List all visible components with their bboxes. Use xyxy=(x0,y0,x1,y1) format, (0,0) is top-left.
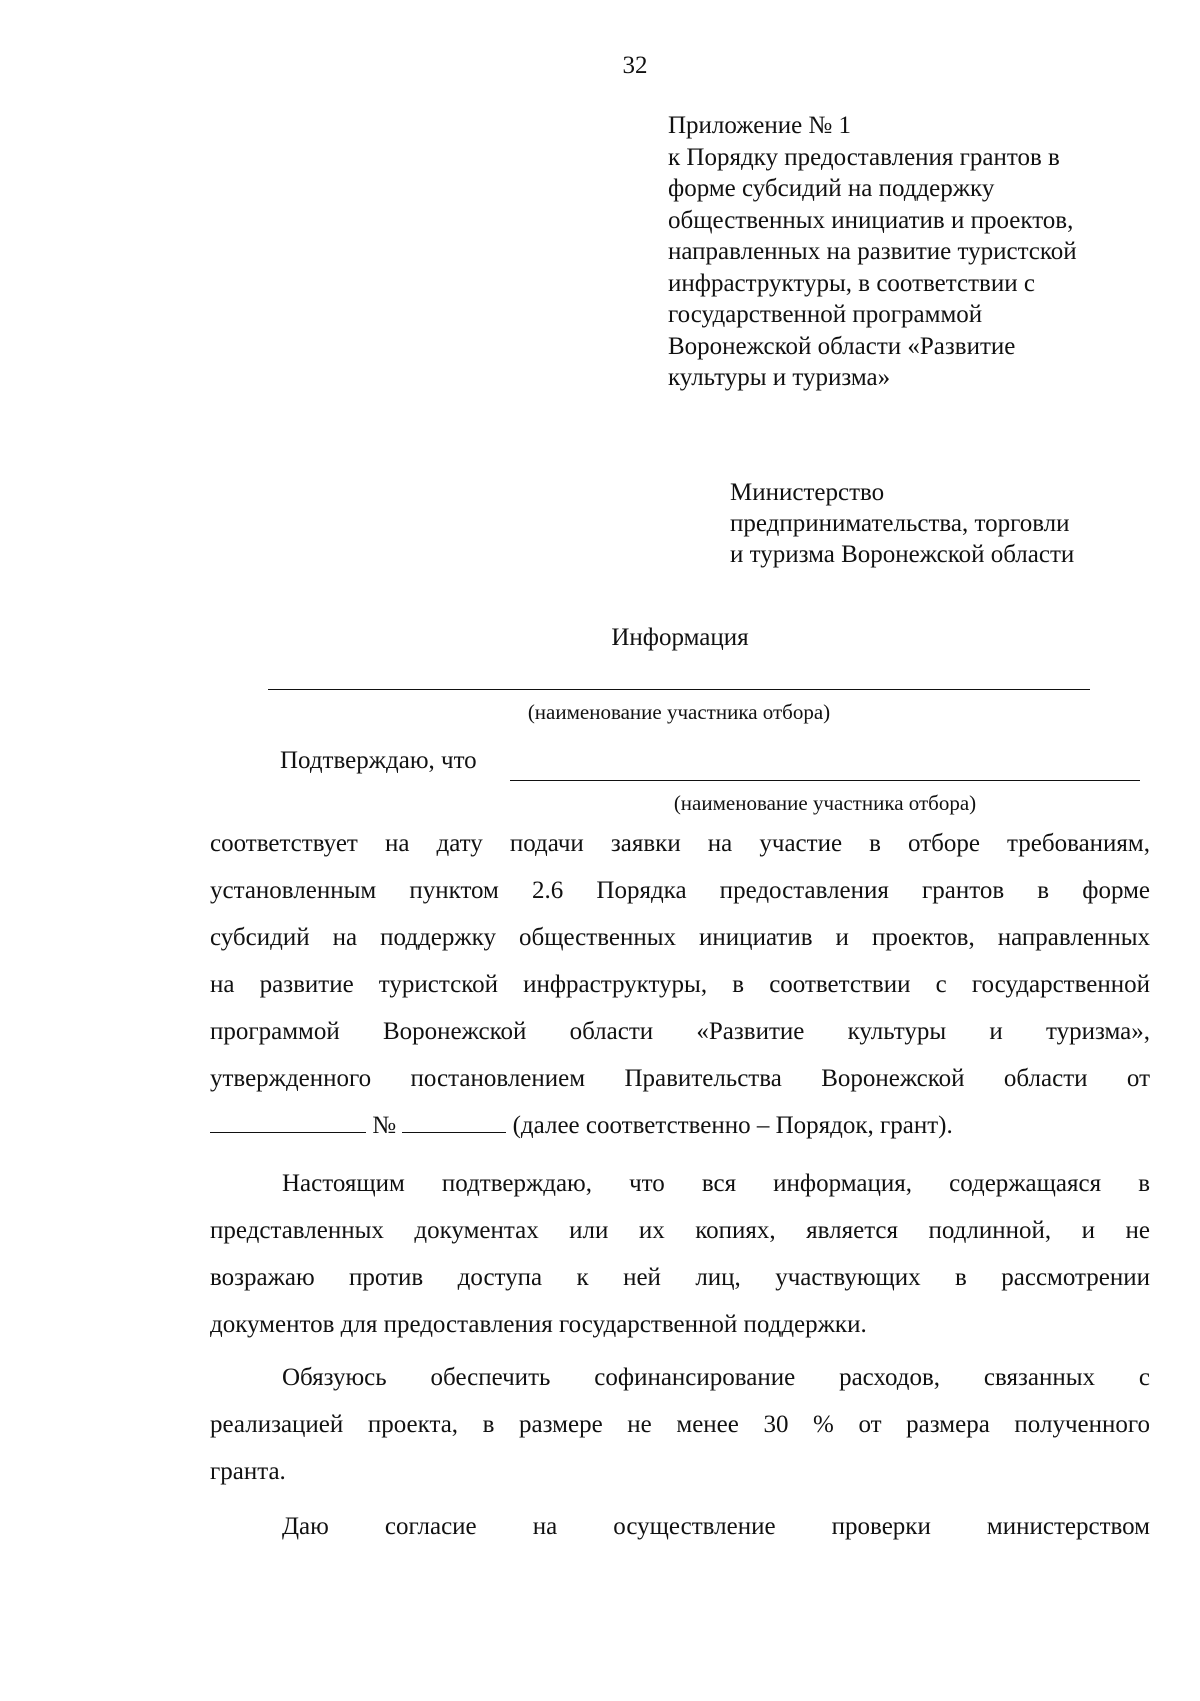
addressee-line: и туризма Воронежской области xyxy=(730,541,1075,568)
paragraph-1 xyxy=(210,820,1150,1149)
paragraph-line: возражаю против доступа к ней лиц, участвующих в рассмотрении xyxy=(210,1264,1150,1291)
annex-line: форме субсидий на поддержку xyxy=(668,175,995,202)
annex-line: к Порядку предоставления грантов в xyxy=(668,143,1060,171)
annex-line: инфраструктуры, в соответствии с xyxy=(668,269,1035,297)
annex-line: Приложение № 1 xyxy=(668,112,852,139)
paragraph-2 xyxy=(210,1160,1150,1348)
paragraph-line: реализацией проекта, в размере не менее 30 % от размера полученного xyxy=(210,1411,1150,1438)
addressee-line: предпринимательства, торговли xyxy=(730,510,1070,537)
paragraph-1-tail: (далее соответственно – Порядок, грант). xyxy=(512,1112,953,1139)
paragraph-line: соответствует на дату подачи заявки на участие в отборе требованиям, xyxy=(210,830,1150,857)
annex-line: общественных инициатив и проектов, xyxy=(668,206,1074,234)
document-title: Информация xyxy=(611,624,749,651)
confirm-label: Подтверждаю, что xyxy=(280,747,477,774)
addressee-block xyxy=(730,477,1180,570)
paragraph-line: Обязуюсь обеспечить софинансирование расходов, связанных с xyxy=(282,1364,1150,1391)
number-blank xyxy=(402,1110,506,1133)
paragraph-line: программой Воронежской области «Развитие культуры и туризма», xyxy=(210,1018,1150,1045)
annex-line: Воронежской области «Развитие xyxy=(668,332,1016,360)
participant-name-line-2 xyxy=(510,780,1140,781)
paragraph-line: Даю согласие на осуществление проверки министерством xyxy=(282,1513,1150,1540)
paragraph-3 xyxy=(210,1354,1150,1495)
paragraph-line: утвержденного постановлением Правительства Воронежской области от xyxy=(210,1065,1150,1092)
participant-name-line xyxy=(268,689,1090,690)
paragraph-line: представленных документах или их копиях, является подлинной, и не xyxy=(210,1217,1150,1244)
annex-header xyxy=(668,110,1178,394)
paragraph-line-last: документов для предоставления государственной поддержки. xyxy=(210,1311,867,1338)
paragraph-line: субсидий на поддержку общественных инициатив и проектов, направленных xyxy=(210,924,1150,951)
participant-name-caption: (наименование участника отбора) xyxy=(527,700,831,724)
annex-line: культуры и туризма» xyxy=(668,364,891,391)
paragraph-line-last: гранта. xyxy=(210,1458,286,1485)
paragraph-line: на развитие туристской инфраструктуры, в соответствии с государственной xyxy=(210,971,1150,998)
paragraph-4 xyxy=(210,1503,1150,1550)
paragraph-line-last xyxy=(210,1102,1150,1149)
date-blank xyxy=(210,1110,366,1133)
participant-name-caption-2: (наименование участника отбора) xyxy=(673,791,977,815)
page-number: 32 xyxy=(622,52,648,79)
annex-line: государственной программой xyxy=(668,301,983,328)
paragraph-line: Настоящим подтверждаю, что вся информация, содержащаяся в xyxy=(282,1170,1150,1197)
annex-line: направленных на развитие туристской xyxy=(668,238,1077,265)
paragraph-line: установленным пунктом 2.6 Порядка предоставления грантов в форме xyxy=(210,877,1150,904)
addressee-line: Министерство xyxy=(730,479,885,506)
number-sign: № xyxy=(372,1112,397,1139)
